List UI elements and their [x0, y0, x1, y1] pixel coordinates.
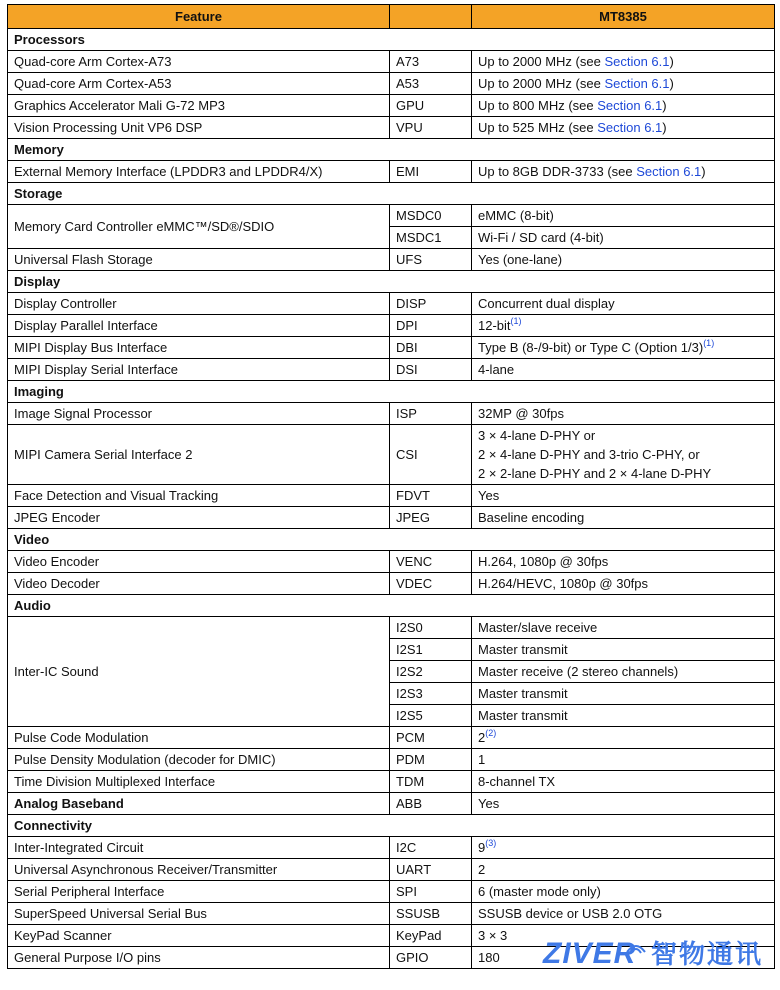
feature-cell: Analog Baseband: [8, 793, 390, 815]
header-feature: Feature: [8, 5, 390, 29]
feature-cell: MIPI Camera Serial Interface 2: [8, 425, 390, 485]
value-text: Master transmit: [478, 642, 568, 657]
table-row: [8, 793, 775, 815]
feature-cell: Time Division Multiplexed Interface: [8, 771, 390, 793]
value-cell: [472, 837, 775, 859]
table-row: [8, 881, 775, 903]
feature-cell: Pulse Density Modulation (decoder for DMIC): [8, 749, 390, 771]
value-cell: [472, 551, 775, 573]
header-product: MT8385: [472, 5, 775, 29]
value-text: SSUSB device or USB 2.0 OTG: [478, 906, 663, 921]
abbr-cell: DPI: [390, 315, 472, 337]
abbr-cell: TDM: [390, 771, 472, 793]
value-cell: [472, 73, 775, 95]
table-row: [8, 337, 775, 359]
table-row: [8, 425, 775, 485]
value-cell: [472, 485, 775, 507]
value-line: 2 × 4-lane D-PHY and 3-trio C-PHY, or: [478, 447, 700, 462]
feature-cell: Inter-IC Sound: [8, 617, 390, 727]
value-line: 2 × 2-lane D-PHY and 2 × 4-lane D-PHY: [478, 466, 712, 481]
value-text: Yes: [478, 488, 500, 503]
abbr-cell: KeyPad: [390, 925, 472, 947]
value-text: 180: [478, 950, 500, 965]
section-link[interactable]: Section 6.1: [597, 98, 663, 113]
abbr-cell: DISP: [390, 293, 472, 315]
value-cell: [472, 205, 775, 227]
abbr-cell: UFS: [390, 249, 472, 271]
value-line: 3 × 4-lane D-PHY or: [478, 428, 596, 443]
abbr-cell: I2S5: [390, 705, 472, 727]
value-text: 8-channel TX: [478, 774, 556, 789]
section-title: Audio: [8, 595, 775, 617]
table-row: [8, 403, 775, 425]
footnote-ref[interactable]: (1): [510, 316, 522, 326]
signal-icon: [625, 938, 647, 956]
section-title: Storage: [8, 183, 775, 205]
table-row: [8, 73, 775, 95]
value-text: 3 × 3: [478, 928, 508, 943]
value-text: 32MP @ 30fps: [478, 406, 564, 421]
feature-cell: Graphics Accelerator Mali G-72 MP3: [8, 95, 390, 117]
value-cell: [472, 95, 775, 117]
feature-cell: Inter-Integrated Circuit: [8, 837, 390, 859]
abbr-cell: I2C: [390, 837, 472, 859]
feature-cell: Universal Asynchronous Receiver/Transmitter: [8, 859, 390, 881]
value-text: Master transmit: [478, 686, 568, 701]
abbr-cell: ABB: [390, 793, 472, 815]
value-text: 9: [478, 840, 486, 855]
abbr-cell: FDVT: [390, 485, 472, 507]
abbr-cell: JPEG: [390, 507, 472, 529]
feature-cell: Serial Peripheral Interface: [8, 881, 390, 903]
value-cell: [472, 771, 775, 793]
section-title: Processors: [8, 29, 775, 51]
feature-cell: General Purpose I/O pins: [8, 947, 390, 969]
table-row: [8, 507, 775, 529]
section-title: Connectivity: [8, 815, 775, 837]
feature-cell: Image Signal Processor: [8, 403, 390, 425]
watermark-chinese: 智物通讯: [651, 939, 764, 969]
value-suffix: ): [701, 164, 706, 179]
feature-cell: Display Parallel Interface: [8, 315, 390, 337]
value-cell: [472, 705, 775, 727]
value-cell: [472, 227, 775, 249]
table-row: [8, 359, 775, 381]
abbr-cell: VENC: [390, 551, 472, 573]
table-row: [8, 95, 775, 117]
feature-cell: Video Decoder: [8, 573, 390, 595]
value-cell: [472, 293, 775, 315]
section-link[interactable]: Section 6.1: [604, 54, 670, 69]
value-cell: [472, 51, 775, 73]
value-cell: [472, 881, 775, 903]
abbr-cell: I2S2: [390, 661, 472, 683]
value-text: 4-lane: [478, 362, 515, 377]
feature-cell: Pulse Code Modulation: [8, 727, 390, 749]
abbr-cell: PCM: [390, 727, 472, 749]
table-row: [8, 749, 775, 771]
abbr-cell: ISP: [390, 403, 472, 425]
value-cell: [472, 507, 775, 529]
value-text: Wi-Fi / SD card (4-bit): [478, 230, 604, 245]
value-text: 6 (master mode only): [478, 884, 601, 899]
table-header-row: [8, 5, 775, 29]
feature-cell: Video Encoder: [8, 551, 390, 573]
feature-cell: Universal Flash Storage: [8, 249, 390, 271]
table-row: [8, 903, 775, 925]
value-text: Up to 800 MHz (see: [478, 98, 598, 113]
watermark: [543, 938, 763, 970]
section-title: Memory: [8, 139, 775, 161]
feature-cell: Memory Card Controller eMMC™/SD®/SDIO: [8, 205, 390, 249]
abbr-cell: GPIO: [390, 947, 472, 969]
feature-cell: Vision Processing Unit VP6 DSP: [8, 117, 390, 139]
value-cell: [472, 727, 775, 749]
value-text: H.264/HEVC, 1080p @ 30fps: [478, 576, 649, 591]
feature-cell: External Memory Interface (LPDDR3 and LPDDR4/X): [8, 161, 390, 183]
feature-cell: SuperSpeed Universal Serial Bus: [8, 903, 390, 925]
value-cell: [472, 683, 775, 705]
value-suffix: ): [662, 98, 667, 113]
header-abbr: [390, 5, 472, 29]
table-row: [8, 315, 775, 337]
abbr-cell: GPU: [390, 95, 472, 117]
abbr-cell: I2S1: [390, 639, 472, 661]
abbr-cell: MSDC1: [390, 227, 472, 249]
section-row: [8, 183, 775, 205]
value-text: Up to 2000 MHz (see: [478, 54, 605, 69]
feature-cell: MIPI Display Bus Interface: [8, 337, 390, 359]
value-text: Concurrent dual display: [478, 296, 615, 311]
abbr-cell: VPU: [390, 117, 472, 139]
table-row: [8, 117, 775, 139]
value-text: H.264, 1080p @ 30fps: [478, 554, 609, 569]
value-cell: [472, 337, 775, 359]
value-cell: [472, 249, 775, 271]
abbr-cell: UART: [390, 859, 472, 881]
value-text: Master receive (2 stereo channels): [478, 664, 679, 679]
section-row: [8, 271, 775, 293]
feature-cell: Display Controller: [8, 293, 390, 315]
abbr-cell: CSI: [390, 425, 472, 485]
section-link[interactable]: Section 6.1: [604, 76, 670, 91]
section-row: [8, 595, 775, 617]
value-cell: [472, 161, 775, 183]
value-cell: [472, 859, 775, 881]
feature-cell: KeyPad Scanner: [8, 925, 390, 947]
abbr-cell: A73: [390, 51, 472, 73]
section-row: [8, 529, 775, 551]
value-cell: [472, 425, 775, 485]
value-cell: [472, 661, 775, 683]
section-title: Display: [8, 271, 775, 293]
feature-table: [7, 4, 775, 969]
footnote-ref[interactable]: (2): [485, 728, 497, 738]
value-text: Up to 2000 MHz (see: [478, 76, 605, 91]
value-text: Up to 8GB DDR-3733 (see: [478, 164, 637, 179]
value-cell: [472, 403, 775, 425]
feature-cell: JPEG Encoder: [8, 507, 390, 529]
section-row: [8, 815, 775, 837]
abbr-cell: SPI: [390, 881, 472, 903]
watermark-logo: ZIVER: [543, 937, 637, 970]
abbr-cell: I2S3: [390, 683, 472, 705]
table-body: [8, 29, 775, 969]
value-cell: [472, 793, 775, 815]
value-cell: [472, 359, 775, 381]
value-text: eMMC (8-bit): [478, 208, 554, 223]
value-text: Master/slave receive: [478, 620, 598, 635]
section-row: [8, 381, 775, 403]
table-row: [8, 205, 775, 227]
abbr-cell: MSDC0: [390, 205, 472, 227]
abbr-cell: DSI: [390, 359, 472, 381]
table-row: [8, 485, 775, 507]
footnote-ref[interactable]: (3): [485, 838, 497, 848]
abbr-cell: EMI: [390, 161, 472, 183]
value-text: 1: [478, 752, 486, 767]
value-suffix: ): [669, 54, 674, 69]
value-text: 2: [478, 730, 486, 745]
feature-cell: Quad-core Arm Cortex-A73: [8, 51, 390, 73]
feature-cell: MIPI Display Serial Interface: [8, 359, 390, 381]
value-text: Yes (one-lane): [478, 252, 563, 267]
value-text: Master transmit: [478, 708, 568, 723]
value-cell: [472, 573, 775, 595]
value-text: Yes: [478, 796, 500, 811]
value-cell: [472, 903, 775, 925]
feature-cell: Face Detection and Visual Tracking: [8, 485, 390, 507]
value-text: Type B (8-/9-bit) or Type C (Option 1/3): [478, 340, 704, 355]
table-row: [8, 771, 775, 793]
value-text: Up to 525 MHz (see: [478, 120, 598, 135]
value-cell: [472, 639, 775, 661]
abbr-cell: DBI: [390, 337, 472, 359]
table-row: [8, 573, 775, 595]
section-title: Video: [8, 529, 775, 551]
value-text: 2: [478, 862, 486, 877]
table-row: [8, 727, 775, 749]
section-title: Imaging: [8, 381, 775, 403]
value-cell: [472, 749, 775, 771]
feature-cell: Quad-core Arm Cortex-A53: [8, 73, 390, 95]
table-row: [8, 293, 775, 315]
footnote-ref[interactable]: (1): [703, 338, 715, 348]
value-text: 12-bit: [478, 318, 511, 333]
table-row: [8, 617, 775, 639]
value-cell: [472, 315, 775, 337]
abbr-cell: SSUSB: [390, 903, 472, 925]
table-row: [8, 551, 775, 573]
section-link[interactable]: Section 6.1: [597, 120, 663, 135]
abbr-cell: A53: [390, 73, 472, 95]
value-cell: [472, 117, 775, 139]
table-row: [8, 51, 775, 73]
table-row: [8, 859, 775, 881]
abbr-cell: PDM: [390, 749, 472, 771]
table-row: [8, 837, 775, 859]
abbr-cell: VDEC: [390, 573, 472, 595]
section-row: [8, 29, 775, 51]
value-suffix: ): [669, 76, 674, 91]
abbr-cell: I2S0: [390, 617, 472, 639]
table-row: [8, 249, 775, 271]
section-link[interactable]: Section 6.1: [636, 164, 702, 179]
section-row: [8, 139, 775, 161]
table-row: [8, 161, 775, 183]
value-suffix: ): [662, 120, 667, 135]
value-cell: [472, 617, 775, 639]
value-text: Baseline encoding: [478, 510, 585, 525]
